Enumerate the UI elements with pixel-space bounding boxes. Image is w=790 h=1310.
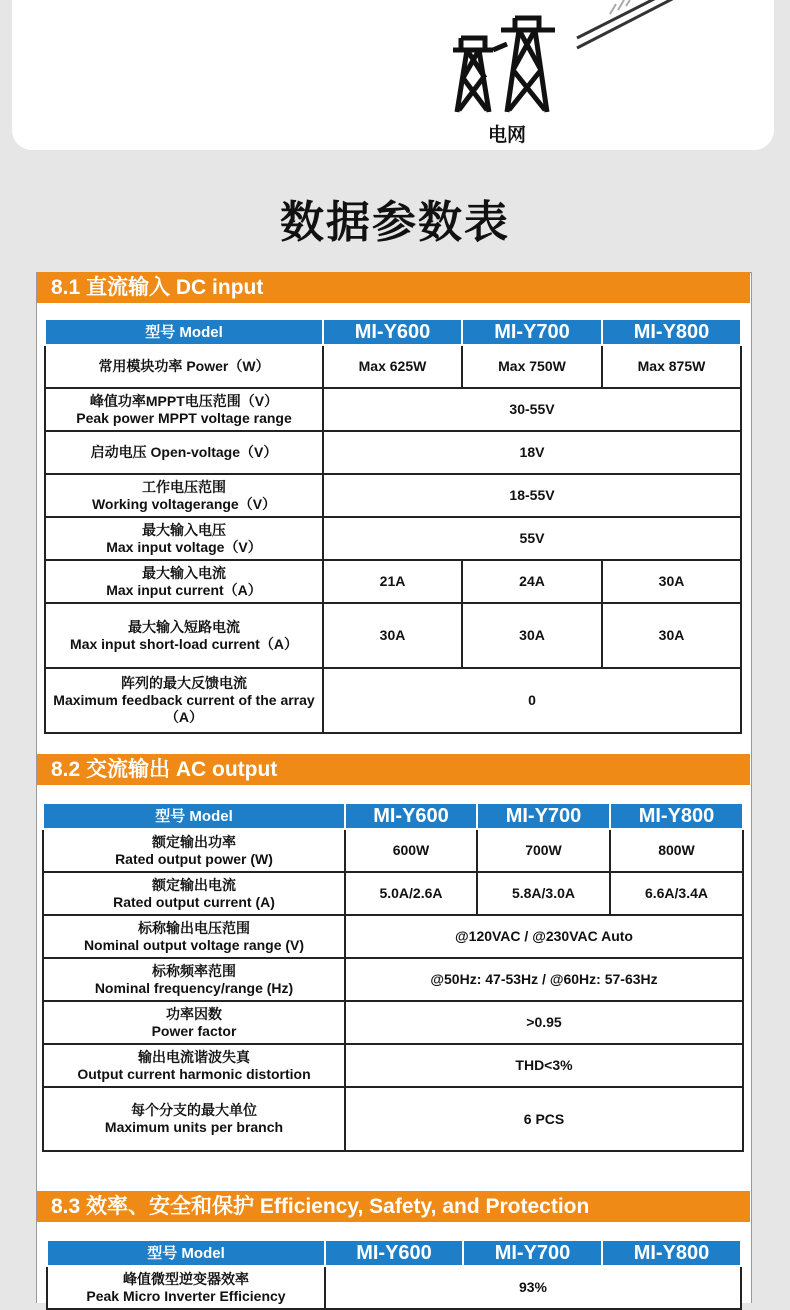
table-header-row	[47, 1240, 741, 1266]
row-label: 峰值微型逆变器效率 Peak Micro Inverter Efficiency	[47, 1266, 325, 1309]
row-label: 阵列的最大反馈电流 Maximum feedback current of the array（A）	[45, 668, 323, 733]
model-name: MI-Y600	[325, 1240, 463, 1266]
table-header-row	[45, 319, 741, 345]
model-name: MI-Y700	[462, 319, 602, 345]
section-eff-title: 8.3 效率、安全和保护 Efficiency, Safety, and Protection	[37, 1191, 750, 1222]
row-label: 额定输出电流 Rated output current (A)	[43, 872, 345, 915]
row-label: 输出电流谐波失真 Output current harmonic distortion	[43, 1044, 345, 1087]
cell-value: 600W	[345, 829, 477, 872]
cell-value: >0.95	[345, 1001, 743, 1044]
cell-value: 30A	[462, 603, 602, 668]
table-row	[45, 560, 741, 603]
cell-value: Max 875W	[602, 345, 741, 388]
ac-table	[42, 802, 744, 1152]
model-name: MI-Y600	[323, 319, 462, 345]
row-label: 功率因数 Power factor	[43, 1001, 345, 1044]
transmission-lines-icon	[572, 0, 682, 55]
row-label: 额定输出功率 Rated output power (W)	[43, 829, 345, 872]
model-header: 型号 Model	[43, 803, 345, 829]
cell-value: Max 625W	[323, 345, 462, 388]
cell-value: 93%	[325, 1266, 741, 1309]
page-title: 数据参数表	[280, 198, 510, 247]
row-label: 工作电压范围 Working voltagerange（V）	[45, 474, 323, 517]
row-label: 标称输出电压范围 Nominal output voltage range (V)	[43, 915, 345, 958]
table-row	[43, 1044, 743, 1087]
cell-value: 24A	[462, 560, 602, 603]
model-header: 型号 Model	[47, 1240, 325, 1266]
table-row	[43, 958, 743, 1001]
row-label: 每个分支的最大单位 Maximum units per branch	[43, 1087, 345, 1151]
cell-value: @120VAC / @230VAC Auto	[345, 915, 743, 958]
top-card	[12, 0, 774, 150]
section-dc-title: 8.1 直流输入 DC input	[37, 272, 750, 303]
table-row	[47, 1266, 741, 1309]
model-name: MI-Y700	[463, 1240, 602, 1266]
cell-value: 30A	[323, 603, 462, 668]
cell-value: 0	[323, 668, 741, 733]
cell-value: 30A	[602, 560, 741, 603]
table-row	[43, 915, 743, 958]
cell-value: 5.0A/2.6A	[345, 872, 477, 915]
row-label: 最大输入电压 Max input voltage（V）	[45, 517, 323, 560]
cell-value: 6.6A/3.4A	[610, 872, 743, 915]
row-label: 最大输入电流 Max input current（A）	[45, 560, 323, 603]
table-row	[43, 872, 743, 915]
table-row	[45, 474, 741, 517]
model-name: MI-Y800	[610, 803, 743, 829]
section-ac-title: 8.2 交流输出 AC output	[37, 754, 750, 785]
cell-value: 18V	[323, 431, 741, 474]
table-row	[43, 1087, 743, 1151]
table-row	[43, 1001, 743, 1044]
table-row	[45, 603, 741, 668]
table-row	[45, 345, 741, 388]
cell-value: 30A	[602, 603, 741, 668]
table-row	[45, 668, 741, 733]
cell-value: THD<3%	[345, 1044, 743, 1087]
row-label: 最大输入短路电流 Max input short-load current（A）	[45, 603, 323, 668]
cell-value: @50Hz: 47-53Hz / @60Hz: 57-63Hz	[345, 958, 743, 1001]
row-label: 常用模块功率 Power（W）	[45, 345, 323, 388]
model-name: MI-Y800	[602, 1240, 741, 1266]
cell-value: Max 750W	[462, 345, 602, 388]
model-header: 型号 Model	[45, 319, 323, 345]
table-header-row	[43, 803, 743, 829]
cell-value: 700W	[477, 829, 610, 872]
cell-value: 21A	[323, 560, 462, 603]
row-label: 峰值功率MPPT电压范围（V） Peak power MPPT voltage range	[45, 388, 323, 431]
model-name: MI-Y700	[477, 803, 610, 829]
table-row	[45, 517, 741, 560]
model-name: MI-Y800	[602, 319, 741, 345]
model-name: MI-Y600	[345, 803, 477, 829]
dc-table	[44, 318, 742, 734]
row-label: 标称频率范围 Nominal frequency/range (Hz)	[43, 958, 345, 1001]
cell-value: 55V	[323, 517, 741, 560]
table-row	[45, 388, 741, 431]
cell-value: 18-55V	[323, 474, 741, 517]
row-label: 启动电压 Open-voltage（V）	[45, 431, 323, 474]
cell-value: 6 PCS	[345, 1087, 743, 1151]
power-tower-icon	[449, 10, 559, 115]
cell-value: 800W	[610, 829, 743, 872]
eff-table	[46, 1239, 742, 1310]
grid-label: 电网	[487, 125, 526, 146]
cell-value: 5.8A/3.0A	[477, 872, 610, 915]
table-row	[43, 829, 743, 872]
table-row	[45, 431, 741, 474]
cell-value: 30-55V	[323, 388, 741, 431]
